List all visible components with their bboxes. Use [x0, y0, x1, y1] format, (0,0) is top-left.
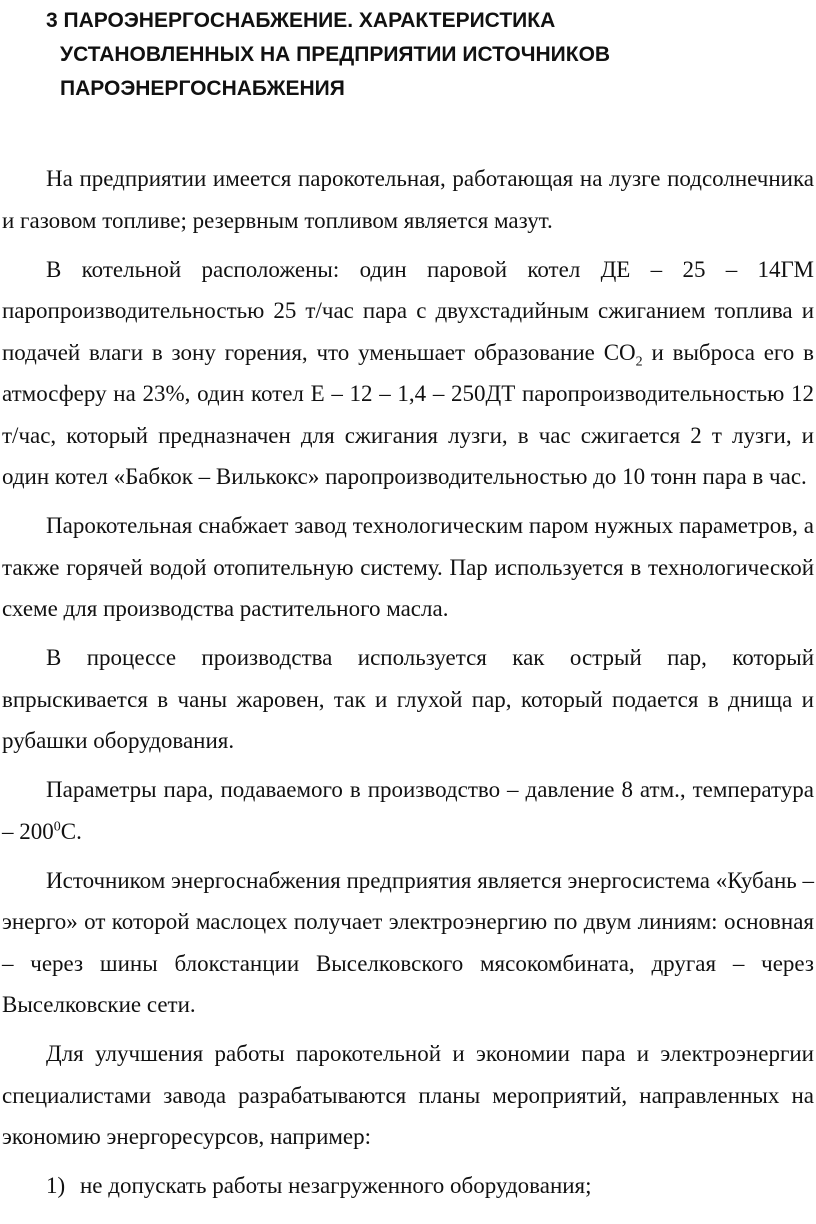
paragraph-improvements: Для улучшения работы парокотельной и экономии пара и электроэнергии специалистами завода разрабатываются планы мероприятий, направленных на экономию энергоресурсов, например:: [2, 1041, 814, 1149]
paragraph-boilers: [2, 249, 814, 498]
heading-line-1: 3 ПАРОЭНЕРГОСНАБЖЕНИЕ. ХАРАКТЕРИСТИКА: [46, 9, 556, 32]
co2-subscript: 2: [635, 354, 643, 370]
paragraph-steam-params: [2, 769, 814, 852]
paragraph-boilers-text-b: и выброса его в атмосферу на 23%, один котел Е – 12 – 1,4 – 250ДТ паропроизводительностью 12 т/час, который предназначен для сжигания лузги, в час сжигается 2 т лузги, и один котел «Бабкок – Вилькокс» паропроизводительностью до 10 тонн пара в час.: [2, 339, 814, 489]
section-heading: [2, 0, 814, 106]
paragraph-boilers-text-a: В котельной расположены: один паровой котел ДЕ – 25 – 14ГМ паропроизводительностью 25 т/час пара с двухстадийным сжиганием топлива и подачей влаги в зону горения, что уменьшает образование СО: [2, 256, 814, 365]
list-item: [2, 1165, 814, 1207]
paragraph-steam-use: В процессе производства используется как острый пар, который впрыскивается в чаны жаровен, так и глухой пар, который подается в днища и рубашки оборудования.: [2, 645, 814, 753]
degree-superscript: 0: [53, 818, 61, 834]
paragraph-supply: Парокотельная снабжает завод технологическим паром нужных параметров, а также горячей водой отопительную систему. Пар используется в технологической схеме для производства растительного масла.: [2, 513, 814, 621]
paragraph-power-source: Источником энергоснабжения предприятия является энергосистема «Кубань – энерго» от которой маслоцех получает электроэнергию по двум линиям: основная – через шины блокстанции Выселковского мясокомбината, другая – через Выселковские сети.: [2, 867, 814, 1017]
paragraph-steam-params-text-a: Параметры пара, подаваемого в производство – давление 8 атм., температура – 200: [2, 777, 814, 844]
heading-line-3: ПАРОЭНЕРГОСНАБЖЕНИЯ: [60, 77, 345, 100]
document-body: [2, 158, 814, 1207]
heading-line-2: УСТАНОВЛЕННЫХ НА ПРЕДПРИЯТИИ ИСТОЧНИКОВ: [60, 43, 611, 66]
list-item-text: не допускать работы незагруженного оборудования;: [80, 1173, 592, 1198]
paragraph-steam-params-text-b: С.: [60, 818, 82, 844]
paragraph-intro: На предприятии имеется парокотельная, работающая на лузге подсолнечника и газовом топливе; резервным топливом является мазут.: [2, 166, 814, 233]
list-item-number: 1): [46, 1173, 66, 1198]
